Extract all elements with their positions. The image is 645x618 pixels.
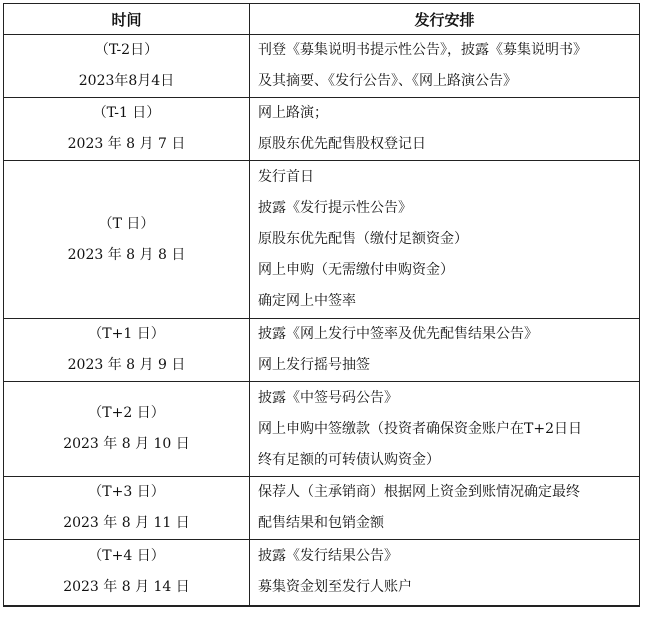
- arrangement-line: 原股东优先配售股权登记日: [258, 136, 426, 152]
- arrangement-cell: [250, 477, 640, 540]
- arrangement-line: 保荐人（主承销商）根据网上资金到账情况确定最终: [258, 484, 580, 500]
- arrangement-cell: [250, 319, 640, 382]
- time-cell: [4, 35, 250, 98]
- day-label: （T+1 日）: [88, 326, 165, 342]
- schedule-row-t: [4, 161, 640, 319]
- arrangement-line: 网上申购（无需缴付申购资金）: [258, 262, 454, 278]
- arrangement-line: 确定网上中签率: [258, 293, 356, 309]
- arrangement-cell: [250, 540, 640, 606]
- date-label: 2023 年 8 月 14 日: [63, 579, 190, 596]
- schedule-row-t-plus-4: [4, 540, 640, 606]
- arrangement-line: 刊登《募集说明书提示性公告》，披露《募集说明书》: [258, 42, 587, 58]
- header-row: [4, 4, 640, 35]
- day-label: （T+4 日）: [88, 548, 165, 565]
- date-label: 2023 年 8 月 11 日: [63, 515, 190, 531]
- arrangement-line: 披露《发行提示性公告》: [258, 200, 412, 216]
- day-label: （T+3 日）: [88, 484, 165, 500]
- arrangement-cell: [250, 98, 640, 161]
- arrangement-cell: [250, 35, 640, 98]
- day-label: （T-1 日）: [92, 105, 161, 121]
- arrangement-line: 配售结果和包销金额: [258, 515, 384, 531]
- schedule-row-t-minus-1: [4, 98, 640, 161]
- arrangement-line: 披露《中签号码公告》: [258, 389, 398, 406]
- schedule-row-t-plus-2: [4, 382, 640, 477]
- schedule-row-t-minus-2: [4, 35, 640, 98]
- time-cell: [4, 319, 250, 382]
- time-cell: [4, 382, 250, 477]
- arrangement-line: 发行首日: [258, 169, 314, 185]
- schedule-row-t-plus-3: [4, 477, 640, 540]
- issuance-schedule-table: [3, 3, 640, 607]
- header-arrangement: 发行安排: [250, 4, 640, 35]
- arrangement-line: 网上路演；: [258, 105, 328, 121]
- schedule-row-t-plus-1: [4, 319, 640, 382]
- date-label: 2023 年 8 月 7 日: [67, 136, 186, 152]
- day-label: （T 日）: [98, 215, 155, 232]
- arrangement-line: 披露《网上发行中签率及优先配售结果公告》: [258, 326, 538, 342]
- arrangement-line: 网上发行摇号抽签: [258, 357, 370, 373]
- date-label: 2023 年 8 月 8 日: [67, 246, 186, 263]
- arrangement-cell: [250, 161, 640, 319]
- date-label: 2023 年 8 月 9 日: [67, 357, 186, 373]
- day-label: （T-2日）: [94, 42, 159, 58]
- time-cell: [4, 161, 250, 319]
- date-label: 2023年8月4日: [78, 73, 175, 89]
- arrangement-line: 披露《发行结果公告》: [258, 548, 398, 565]
- day-label: （T+2 日）: [88, 405, 165, 421]
- arrangement-line: 及其摘要、《发行公告》、《网上路演公告》: [258, 73, 517, 89]
- arrangement-line: 原股东优先配售（缴付足额资金）: [258, 231, 468, 247]
- header-time: 时间: [4, 4, 250, 35]
- time-cell: [4, 98, 250, 161]
- arrangement-line: 网上申购中签缴款（投资者确保资金账户在T+2日日: [258, 420, 582, 437]
- arrangement-line: 终有足额的可转债认购资金）: [258, 451, 440, 468]
- time-cell: [4, 540, 250, 606]
- arrangement-cell: [250, 382, 640, 477]
- time-cell: [4, 477, 250, 540]
- date-label: 2023 年 8 月 10 日: [63, 436, 190, 452]
- arrangement-line: 募集资金划至发行人账户: [258, 579, 412, 596]
